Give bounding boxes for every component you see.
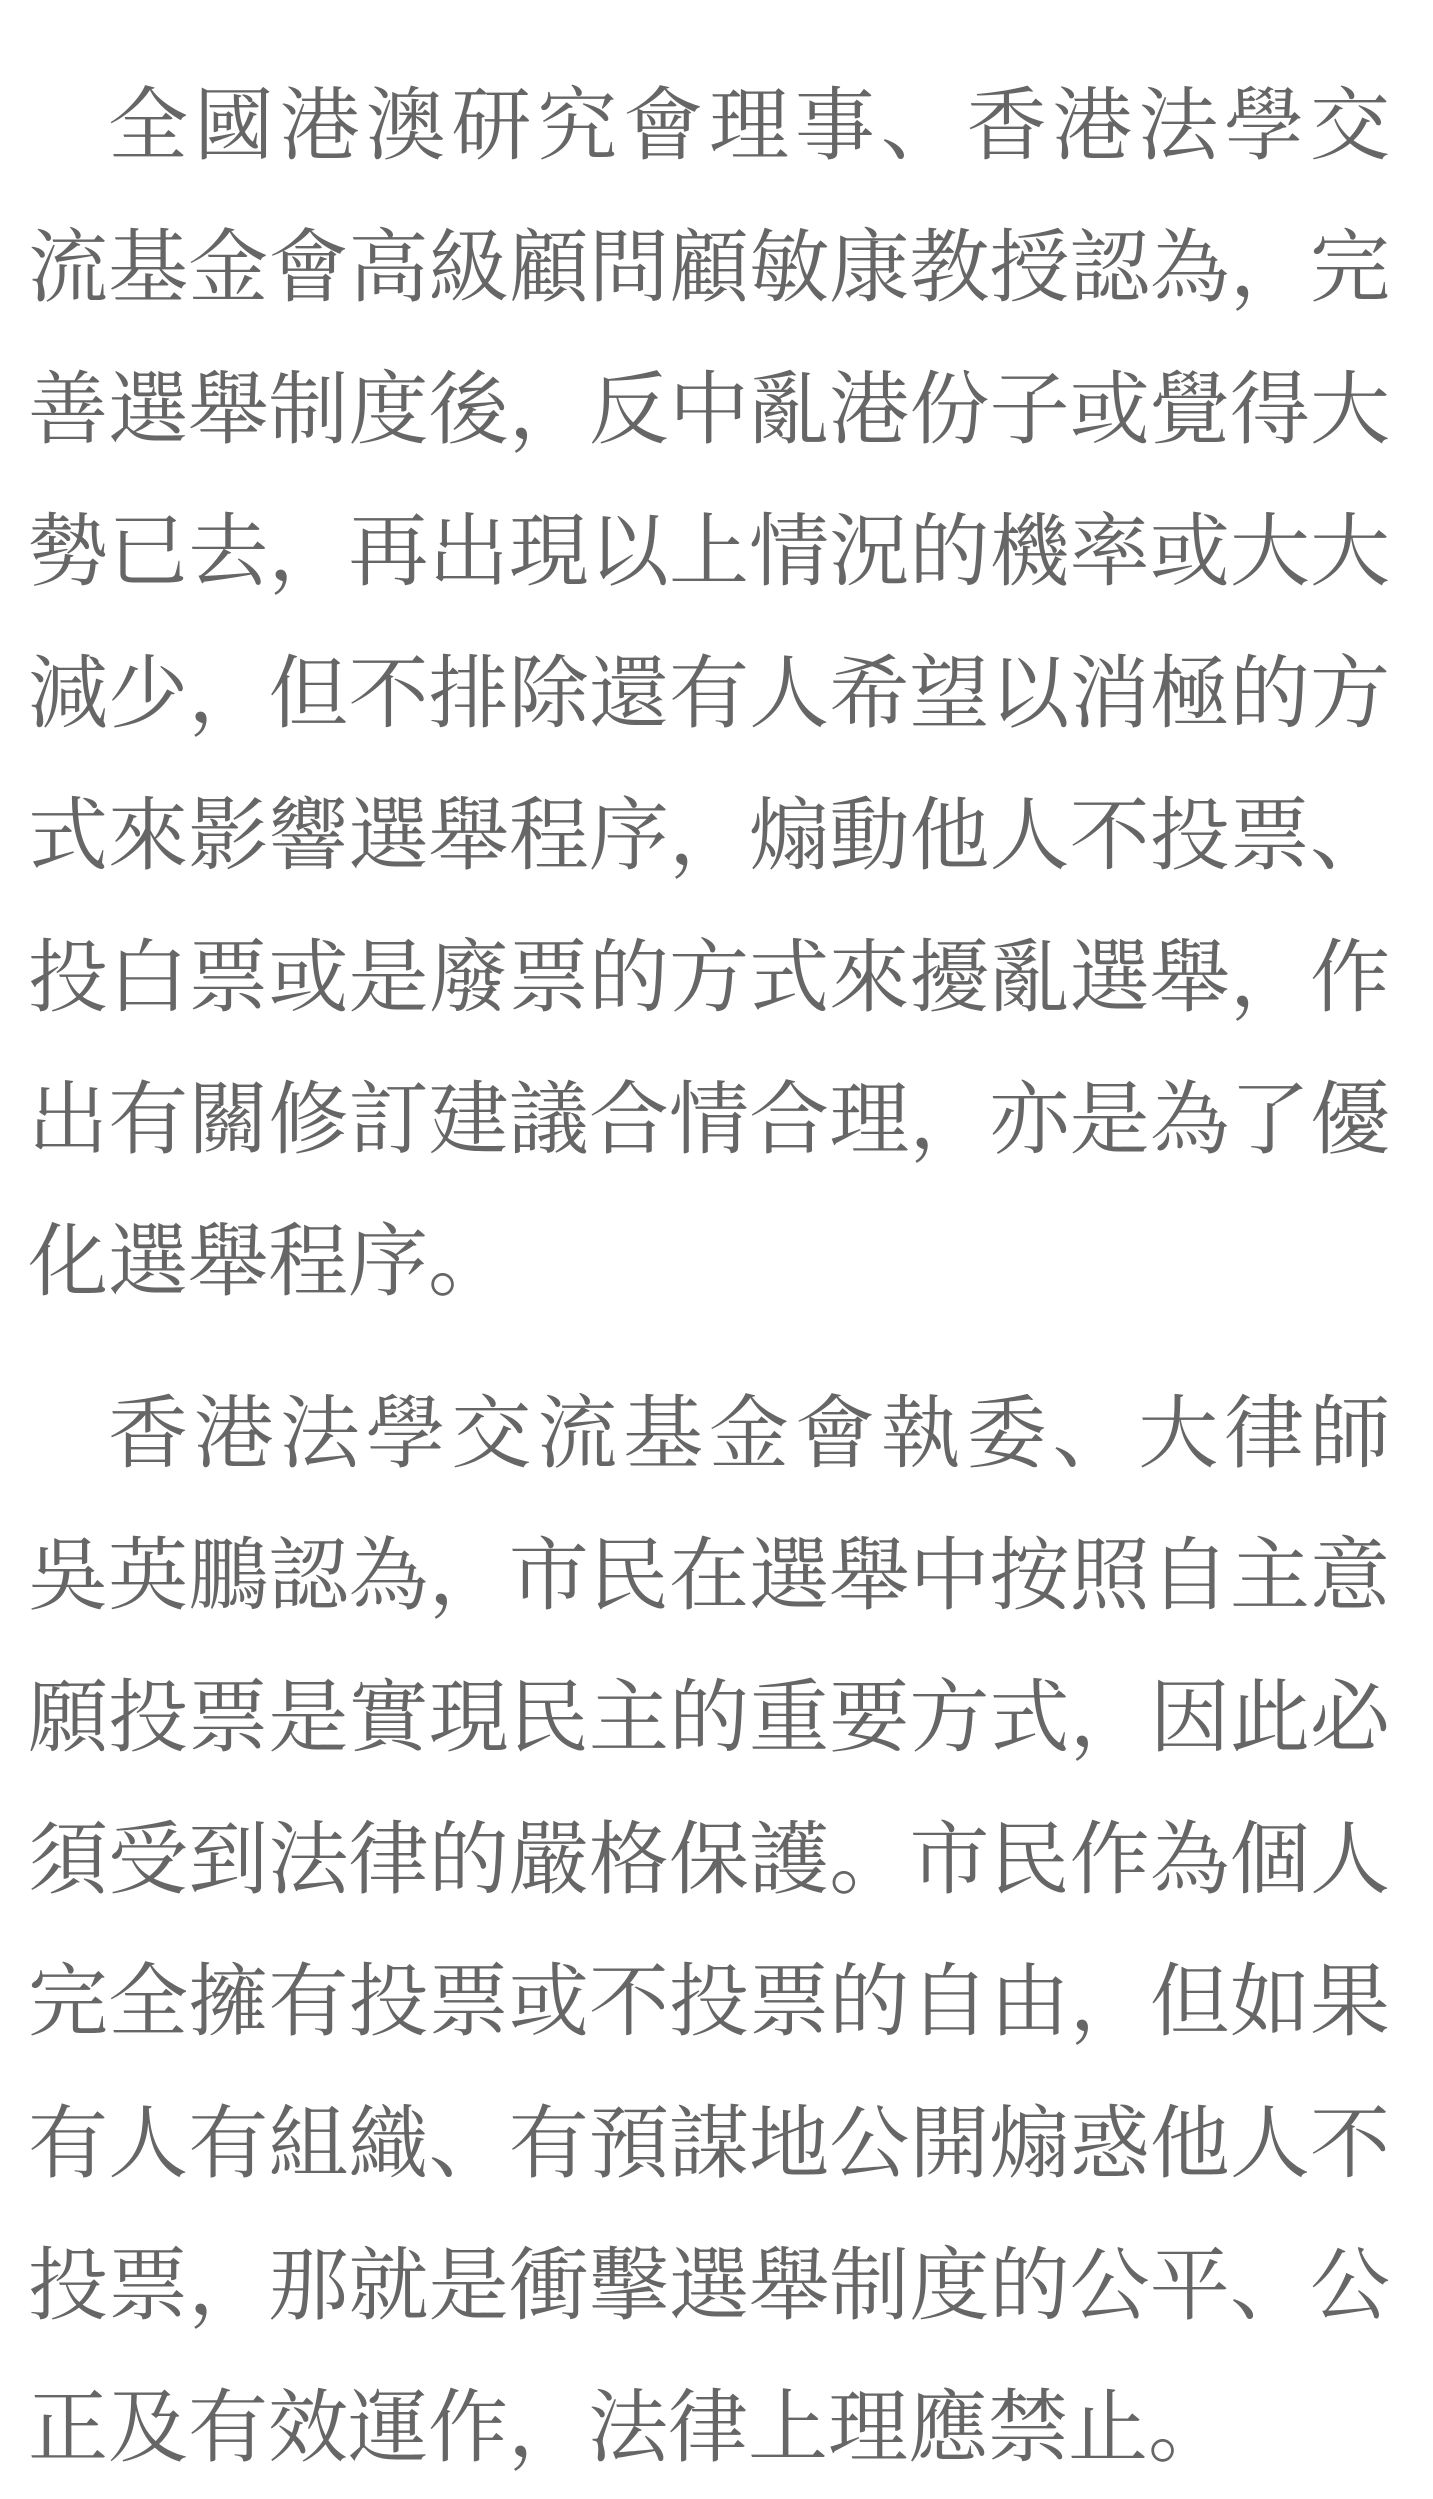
text-line: 出有關修訂建議合情合理，亦是為了優 bbox=[28, 1075, 1390, 1164]
text-line: 化選舉程序。 bbox=[28, 1217, 508, 1306]
text-line: 勢已去，再出現以上情況的機率或大大 bbox=[28, 507, 1390, 596]
text-line: 式來影響選舉程序，煽動他人不投票、 bbox=[28, 791, 1390, 880]
text-line: 善選舉制度後，反中亂港份子或覺得大 bbox=[28, 365, 1390, 454]
text-line: 吳英鵬認為，市民在選舉中按照自主意 bbox=[28, 1531, 1390, 1620]
text-line: 香港法學交流基金會執委、大律師 bbox=[108, 1389, 1390, 1478]
text-line: 正及有效運作，法律上理應禁止。 bbox=[28, 2383, 1228, 2472]
text-line: 投票，那就是衝擊選舉制度的公平、公 bbox=[28, 2241, 1390, 2330]
text-line: 全國港澳研究會理事、香港法學交 bbox=[108, 81, 1390, 170]
paragraph-1 bbox=[28, 55, 1390, 1333]
text-line: 投白票或是廢票的方式來擾亂選舉，作 bbox=[28, 933, 1390, 1022]
text-line: 須受到法律的嚴格保護。市民作為個人 bbox=[28, 1815, 1390, 1904]
text-line: 願投票是實現民主的重要方式，因此必 bbox=[28, 1673, 1390, 1762]
text-line: 有人有組織、有預謀地公開煽惑他人不 bbox=[28, 2099, 1390, 2188]
text-line: 流基金會高級顧問顧敏康教授認為，完 bbox=[28, 223, 1390, 312]
paragraph-2 bbox=[28, 1363, 1390, 2499]
text-line: 完全擁有投票或不投票的自由，但如果 bbox=[28, 1957, 1390, 2046]
text-line: 減少，但不排除還有人希望以消極的方 bbox=[28, 649, 1390, 738]
